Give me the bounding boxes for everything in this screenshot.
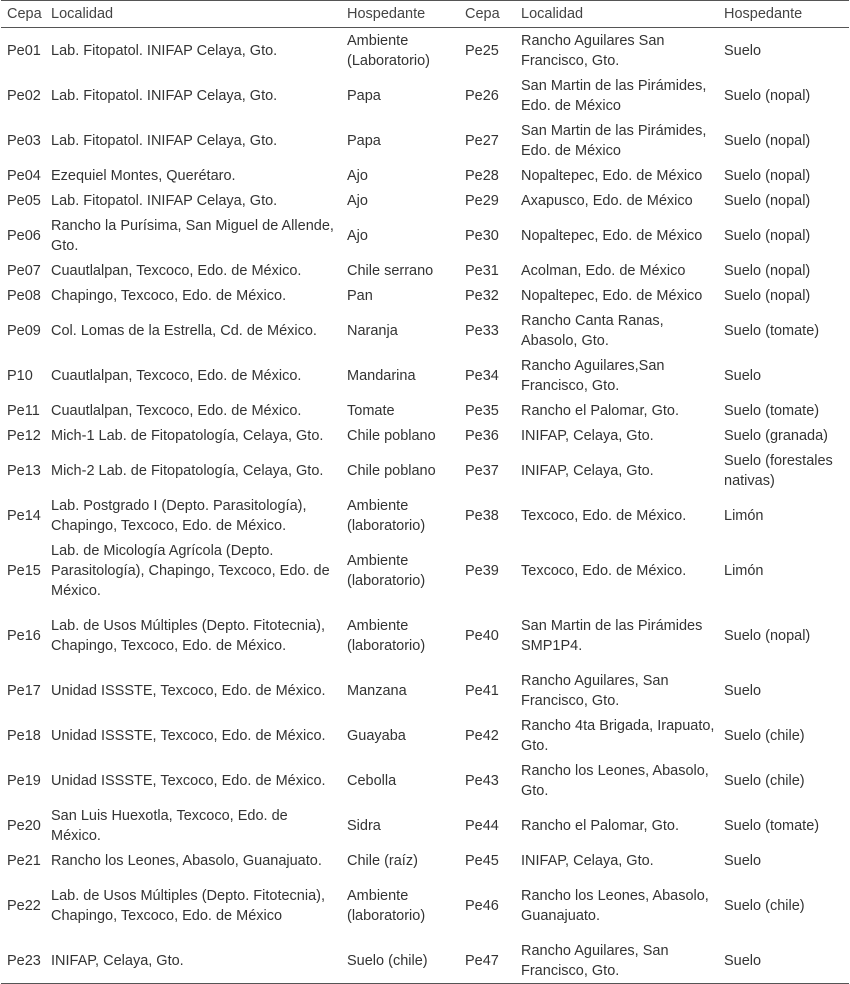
cepa-left: Pe18	[7, 728, 41, 744]
cepa-right: Pe43	[465, 773, 499, 789]
cepa-right: Pe39	[465, 563, 499, 579]
localidad-right: Nopaltepec, Edo. de México	[521, 168, 703, 184]
hospedante-left: Ambiente (laboratorio)	[347, 498, 426, 534]
hospedante-right: Suelo (chile)	[724, 773, 805, 789]
cepa-left: Pe09	[7, 323, 41, 339]
hospedante-left: Naranja	[347, 323, 398, 339]
cepa-right: Pe33	[465, 323, 499, 339]
cepa-right: Pe35	[465, 403, 499, 419]
localidad-right: Rancho los Leones, Abasolo, Gto.	[521, 763, 709, 799]
cepa-left: Pe01	[7, 42, 41, 59]
table-row	[1, 804, 849, 849]
table-row	[1, 28, 849, 74]
localidad-left: Lab. Fitopatol. INIFAP Celaya, Gto.	[51, 88, 278, 104]
localidad-right: Rancho el Palomar, Gto.	[521, 818, 679, 834]
localidad-left: Lab. de Usos Múltiples (Depto. Fitotecnia), Chapingo, Texcoco, Edo. de México	[51, 888, 326, 924]
localidad-left: San Luis Huexotla, Texcoco, Edo. de México.	[51, 808, 288, 844]
hospedante-right: Suelo	[724, 368, 762, 384]
hospedante-left: Ambiente (laboratorio)	[347, 553, 426, 589]
cepa-right: Pe45	[465, 853, 499, 869]
table-row	[1, 74, 849, 119]
localidad-left: Lab. de Micología Agrícola (Depto. Parasitología), Chapingo, Texcoco, Edo. de México.	[51, 543, 330, 599]
cepa-left: Pe11	[7, 403, 40, 419]
localidad-left: Lab. Fitopatol. INIFAP Celaya, Gto.	[51, 42, 278, 59]
hospedante-left: Cebolla	[347, 773, 397, 789]
localidad-left: INIFAP, Celaya, Gto.	[47, 939, 343, 984]
cepa-left: Pe06	[7, 228, 41, 244]
hospedante-right: Suelo	[724, 853, 762, 869]
localidad-left: Unidad ISSSTE, Texcoco, Edo. de México.	[51, 728, 326, 744]
cepa-right: Pe36	[465, 428, 499, 444]
cepa-right: Pe40	[465, 628, 499, 644]
header-localidad-1: Localidad	[47, 1, 343, 28]
localidad-left: Cuautlalpan, Texcoco, Edo. de México.	[51, 368, 302, 384]
cepa-right: Pe26	[465, 88, 499, 104]
cepa-right: Pe41	[465, 683, 499, 699]
hospedante-right: Suelo	[724, 683, 762, 699]
header-cepa-1: Cepa	[1, 1, 47, 28]
localidad-left: Ezequiel Montes, Querétaro.	[51, 168, 236, 184]
hospedante-left: Ambiente (laboratorio)	[347, 888, 426, 924]
cepa-right: Pe37	[465, 463, 499, 479]
hospedante-left: Suelo (chile)	[343, 939, 459, 984]
table-row	[1, 399, 849, 424]
cepa-left: Pe07	[7, 263, 41, 279]
cepa-left: Pe15	[7, 563, 41, 579]
localidad-right: Nopaltepec, Edo. de México	[521, 228, 703, 244]
table-row	[1, 874, 849, 939]
table-row	[1, 354, 849, 399]
hospedante-right: Suelo (nopal)	[724, 263, 811, 279]
hospedante-right: Suelo (tomate)	[724, 403, 820, 419]
localidad-right: Axapusco, Edo. de México	[521, 193, 693, 209]
localidad-right: INIFAP, Celaya, Gto.	[521, 463, 654, 479]
hospedante-right: Suelo (tomate)	[724, 323, 820, 339]
localidad-right: Nopaltepec, Edo. de México	[521, 288, 703, 304]
cepa-left: Pe05	[7, 193, 41, 209]
localidad-left: Cuautlalpan, Texcoco, Edo. de México.	[51, 403, 302, 419]
table-row	[1, 494, 849, 539]
hospedante-left: Chile poblano	[347, 463, 436, 479]
table-header	[1, 1, 849, 28]
hospedante-left: Ajo	[347, 228, 368, 244]
localidad-left: Lab. Fitopatol. INIFAP Celaya, Gto.	[51, 133, 278, 149]
header-cepa-2: Cepa	[459, 1, 517, 28]
cepa-left: Pe16	[7, 628, 41, 644]
table-row	[1, 214, 849, 259]
hospedante-right: Suelo (chile)	[724, 728, 805, 744]
hospedante-right: Suelo (tomate)	[724, 818, 820, 834]
cepa-right: Pe46	[465, 898, 499, 914]
localidad-right: Rancho Aguilares, San Francisco, Gto.	[517, 939, 720, 984]
table-body	[1, 28, 849, 984]
header-localidad-2: Localidad	[517, 1, 720, 28]
cepa-right: Pe30	[465, 228, 499, 244]
table-row	[1, 939, 849, 984]
cepa-left: Pe08	[7, 288, 41, 304]
cepa-right: Pe32	[465, 288, 499, 304]
cepa-left: Pe20	[7, 818, 41, 834]
localidad-left: Lab. de Usos Múltiples (Depto. Fitotecnia), Chapingo, Texcoco, Edo. de México.	[51, 618, 326, 654]
hospedante-left: Pan	[347, 288, 373, 304]
localidad-left: Unidad ISSSTE, Texcoco, Edo. de México.	[51, 683, 326, 699]
hospedante-left: Chile poblano	[347, 428, 436, 444]
table-row	[1, 849, 849, 874]
hospedante-right: Suelo (forestales nativas)	[724, 453, 833, 489]
localidad-right: Rancho 4ta Brigada, Irapuato, Gto.	[521, 718, 715, 754]
table-row	[1, 539, 849, 604]
hospedante-right: Suelo (nopal)	[724, 193, 811, 209]
localidad-left: Lab. Fitopatol. INIFAP Celaya, Gto.	[51, 193, 278, 209]
hospedante-right: Suelo	[720, 939, 849, 984]
cepa-left: Pe22	[7, 898, 41, 914]
cepa-left: Pe17	[7, 683, 41, 699]
table-row	[1, 669, 849, 714]
cepa-left: Pe19	[7, 773, 41, 789]
cepa-left: P10	[7, 368, 33, 384]
cepa-right: Pe47	[459, 939, 517, 984]
hospedante-right: Suelo	[724, 42, 762, 59]
table-row	[1, 284, 849, 309]
hospedante-right: Suelo (nopal)	[724, 288, 811, 304]
localidad-right: Rancho el Palomar, Gto.	[521, 403, 679, 419]
cepa-left: Pe02	[7, 88, 41, 104]
cepa-left: Pe23	[1, 939, 47, 984]
hospedante-left: Chile (raíz)	[347, 853, 418, 869]
localidad-left: Col. Lomas de la Estrella, Cd. de México.	[51, 323, 317, 339]
table-row	[1, 714, 849, 759]
hospedante-right: Suelo (chile)	[724, 898, 805, 914]
cepa-right: Pe34	[465, 368, 499, 384]
localidad-right: Rancho Aguilares San Francisco, Gto.	[521, 32, 665, 69]
cepa-right: Pe28	[465, 168, 499, 184]
hospedante-right: Suelo (nopal)	[724, 133, 811, 149]
localidad-left: Unidad ISSSTE, Texcoco, Edo. de México.	[51, 773, 326, 789]
hospedante-left: Ambiente (Laboratorio)	[347, 32, 431, 69]
table-row	[1, 604, 849, 669]
localidad-right: Acolman, Edo. de México	[521, 263, 686, 279]
hospedante-right: Limón	[724, 563, 764, 579]
hospedante-right: Limón	[724, 508, 764, 524]
hospedante-left: Ajo	[347, 168, 368, 184]
strain-table	[1, 0, 849, 984]
cepa-right: Pe31	[465, 263, 499, 279]
cepa-left: Pe14	[7, 508, 41, 524]
hospedante-left: Mandarina	[347, 368, 416, 384]
localidad-right: Texcoco, Edo. de México.	[521, 508, 687, 524]
header-hospedante-2: Hospedante	[720, 1, 849, 28]
localidad-left: Mich-1 Lab. de Fitopatología, Celaya, Gto.	[51, 428, 324, 444]
localidad-right: INIFAP, Celaya, Gto.	[521, 853, 654, 869]
cepa-right: Pe27	[465, 133, 499, 149]
hospedante-left: Ambiente (laboratorio)	[347, 618, 426, 654]
localidad-right: INIFAP, Celaya, Gto.	[521, 428, 654, 444]
cepa-right: Pe44	[465, 818, 499, 834]
cepa-right: Pe25	[465, 42, 499, 59]
cepa-left: Pe04	[7, 168, 41, 184]
hospedante-right: Suelo (nopal)	[724, 168, 811, 184]
hospedante-left: Manzana	[347, 683, 407, 699]
cepa-right: Pe29	[465, 193, 499, 209]
hospedante-left: Tomate	[347, 403, 395, 419]
table-row	[1, 259, 849, 284]
localidad-left: Lab. Postgrado I (Depto. Parasitología), Chapingo, Texcoco, Edo. de México.	[51, 498, 307, 534]
hospedante-left: Sidra	[347, 818, 381, 834]
localidad-right: Rancho los Leones, Abasolo, Guanajuato.	[521, 888, 709, 924]
hospedante-right: Suelo (nopal)	[724, 88, 811, 104]
localidad-right: Texcoco, Edo. de México.	[521, 563, 687, 579]
table-row	[1, 189, 849, 214]
localidad-right: Rancho Aguilares,San Francisco, Gto.	[521, 358, 665, 394]
localidad-left: Mich-2 Lab. de Fitopatología, Celaya, Gto.	[51, 463, 324, 479]
localidad-left: Rancho los Leones, Abasolo, Guanajuato.	[51, 853, 322, 869]
localidad-right: San Martin de las Pirámides, Edo. de México	[521, 123, 707, 159]
table-row	[1, 119, 849, 164]
cepa-right: Pe38	[465, 508, 499, 524]
cepa-right: Pe42	[465, 728, 499, 744]
hospedante-left: Chile serrano	[347, 263, 434, 279]
hospedante-left: Guayaba	[347, 728, 406, 744]
table-row	[1, 424, 849, 449]
localidad-right: San Martin de las Pirámides SMP1P4.	[521, 618, 703, 654]
localidad-left: Chapingo, Texcoco, Edo. de México.	[51, 288, 287, 304]
cepa-left: Pe21	[7, 853, 41, 869]
table-row	[1, 449, 849, 494]
localidad-left: Rancho la Purísima, San Miguel de Allende, Gto.	[51, 218, 334, 254]
cepa-left: Pe03	[7, 133, 41, 149]
table-row	[1, 759, 849, 804]
localidad-right: San Martin de las Pirámides, Edo. de México	[521, 78, 707, 114]
cepa-left: Pe12	[7, 428, 41, 444]
header-hospedante-1: Hospedante	[343, 1, 459, 28]
hospedante-left: Papa	[347, 88, 381, 104]
localidad-left: Cuautlalpan, Texcoco, Edo. de México.	[51, 263, 302, 279]
hospedante-right: Suelo (nopal)	[724, 628, 811, 644]
header-row	[1, 1, 849, 28]
hospedante-left: Ajo	[347, 193, 368, 209]
table-row	[1, 164, 849, 189]
hospedante-right: Suelo (granada)	[724, 428, 828, 444]
localidad-right: Rancho Canta Ranas, Abasolo, Gto.	[521, 313, 664, 349]
table-row	[1, 309, 849, 354]
localidad-right: Rancho Aguilares, San Francisco, Gto.	[521, 673, 669, 709]
hospedante-left: Papa	[347, 133, 381, 149]
hospedante-right: Suelo (nopal)	[724, 228, 811, 244]
cepa-left: Pe13	[7, 463, 41, 479]
